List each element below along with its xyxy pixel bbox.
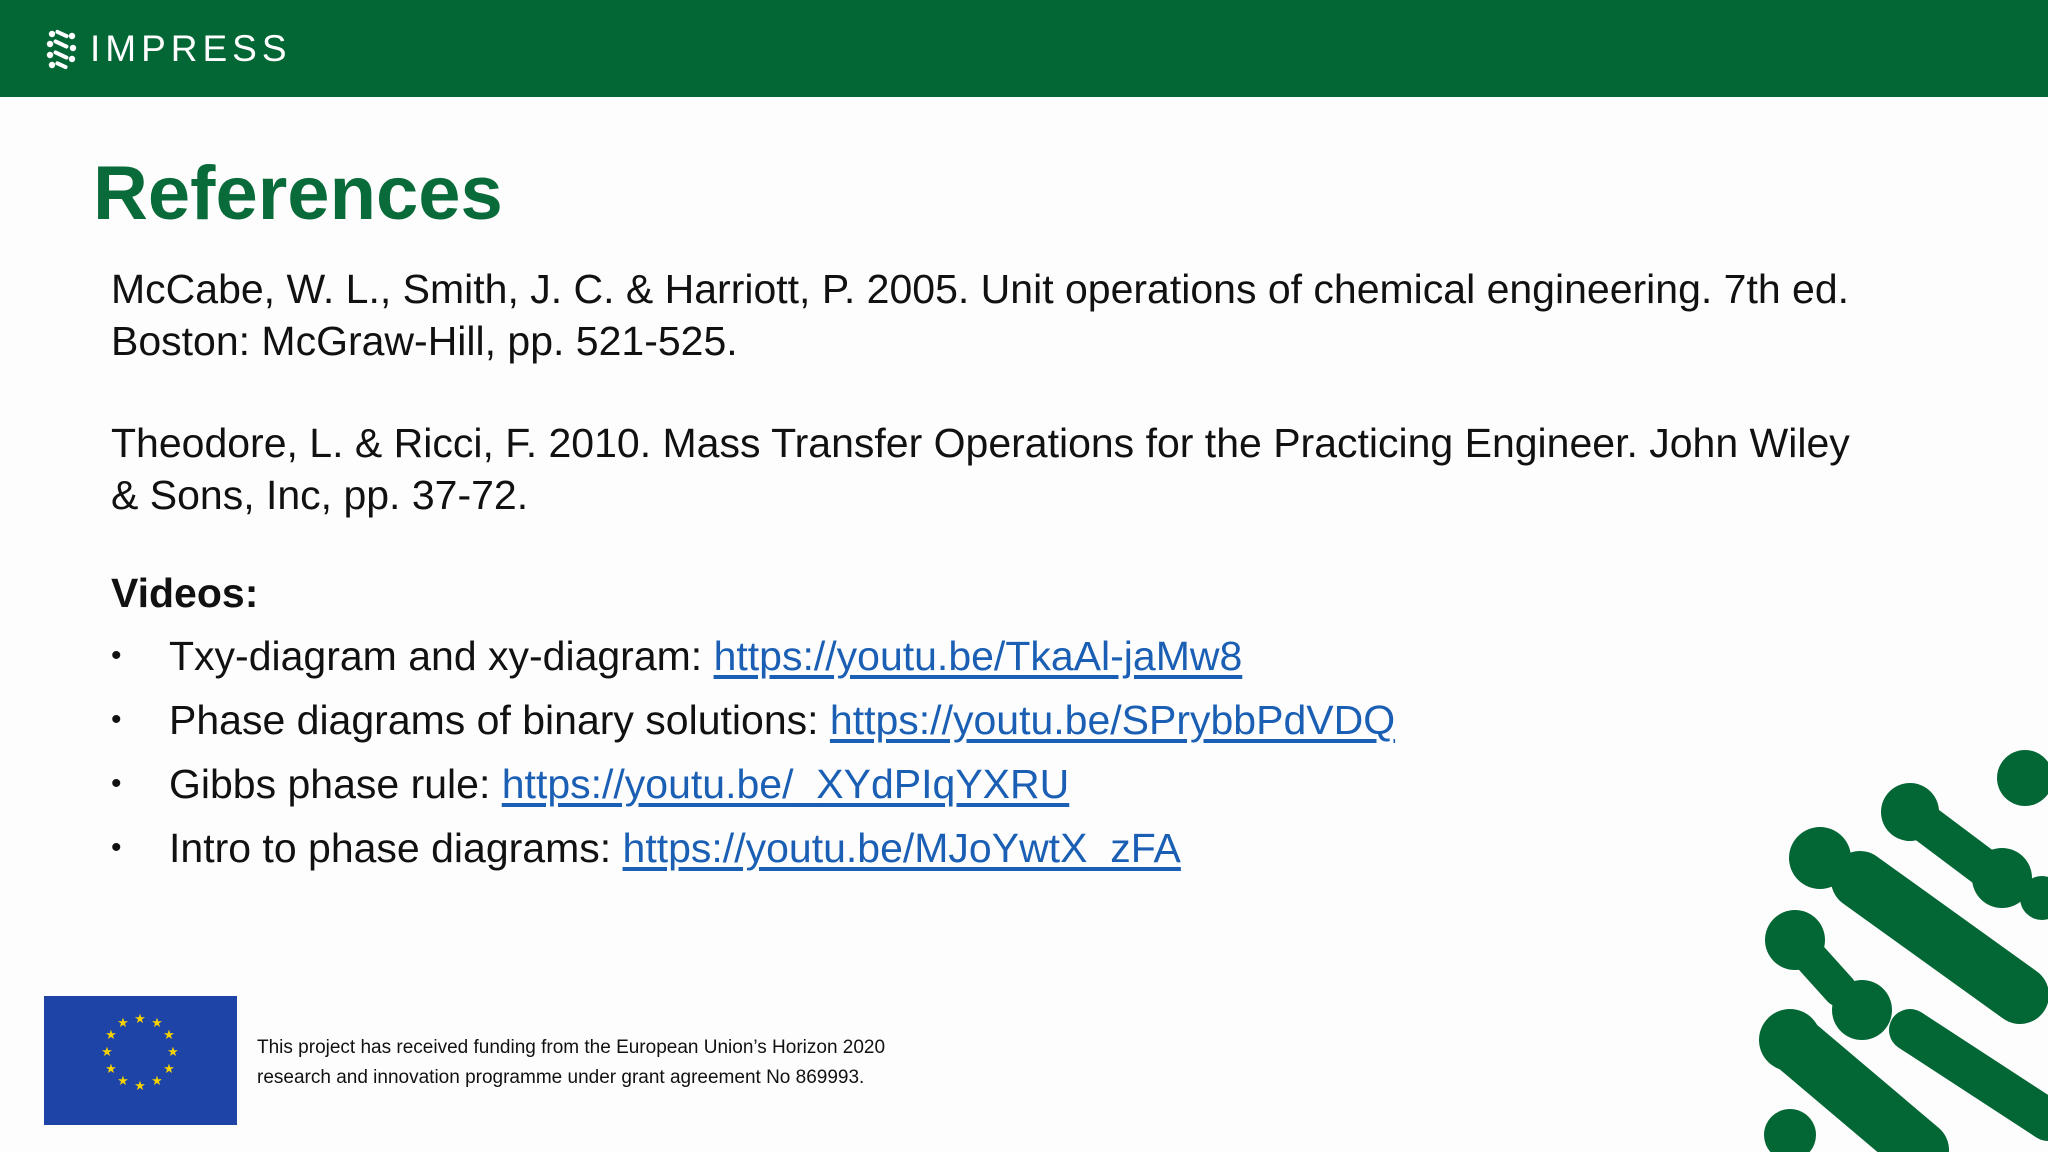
svg-text:★: ★ — [117, 1016, 129, 1031]
video-link-txy-diagram[interactable]: https://youtu.be/TkaAl-jaMw8 — [713, 633, 1243, 679]
funding-statement — [257, 1033, 957, 1093]
video-label: Txy-diagram and xy-diagram: — [169, 633, 714, 679]
video-link-intro-phase-diagrams[interactable]: https://youtu.be/MJoYwtX_zFA — [622, 825, 1181, 871]
reference-2: Theodore, L. & Ricci, F. 2010. Mass Transfer Operations for the Practicing Engineer. John Wiley & Sons, Inc, pp. 37-72. — [111, 420, 1850, 518]
slide-title: References — [93, 151, 503, 236]
bullet-icon: • — [111, 703, 122, 736]
svg-text:★: ★ — [167, 1045, 179, 1060]
logo-text: IMPRESS — [90, 28, 292, 69]
molecule-pattern-icon — [1720, 730, 2048, 1152]
svg-text:★: ★ — [151, 1074, 163, 1089]
svg-text:★: ★ — [151, 1016, 163, 1031]
svg-text:★: ★ — [134, 1079, 146, 1094]
bullet-icon: • — [111, 831, 122, 864]
header-bar — [0, 0, 2048, 97]
funding-line-1: This project has received funding from the European Union’s Horizon 2020 — [257, 1037, 886, 1058]
svg-text:★: ★ — [105, 1062, 117, 1077]
bullet-icon: • — [111, 639, 122, 672]
svg-text:★: ★ — [101, 1045, 113, 1060]
video-link-gibbs-phase-rule[interactable]: https://youtu.be/_XYdPIqYXRU — [501, 761, 1070, 807]
video-label: Gibbs phase rule: — [169, 761, 502, 807]
reference-1: McCabe, W. L., Smith, J. C. & Harriott, P. 2005. Unit operations of chemical engineering. 7th ed. Boston: McGraw-Hill, pp. 521-525. — [111, 266, 1850, 364]
funding-line-2: research and innovation programme under grant agreement No 869993. — [257, 1067, 865, 1088]
bullet-icon: • — [111, 767, 122, 800]
eu-flag-icon — [44, 996, 237, 1125]
impress-logo-icon — [44, 26, 80, 72]
svg-text:★: ★ — [117, 1074, 129, 1089]
svg-text:★: ★ — [134, 1012, 146, 1027]
svg-text:★: ★ — [163, 1062, 175, 1077]
videos-heading: Videos: — [111, 570, 259, 616]
impress-logo[interactable] — [44, 25, 292, 73]
video-label: Phase diagrams of binary solutions: — [169, 697, 830, 743]
svg-text:★: ★ — [105, 1028, 117, 1043]
video-label: Intro to phase diagrams: — [169, 825, 623, 871]
svg-text:★: ★ — [163, 1028, 175, 1043]
video-link-phase-diagrams-binary[interactable]: https://youtu.be/SPrybbPdVDQ — [829, 697, 1396, 743]
